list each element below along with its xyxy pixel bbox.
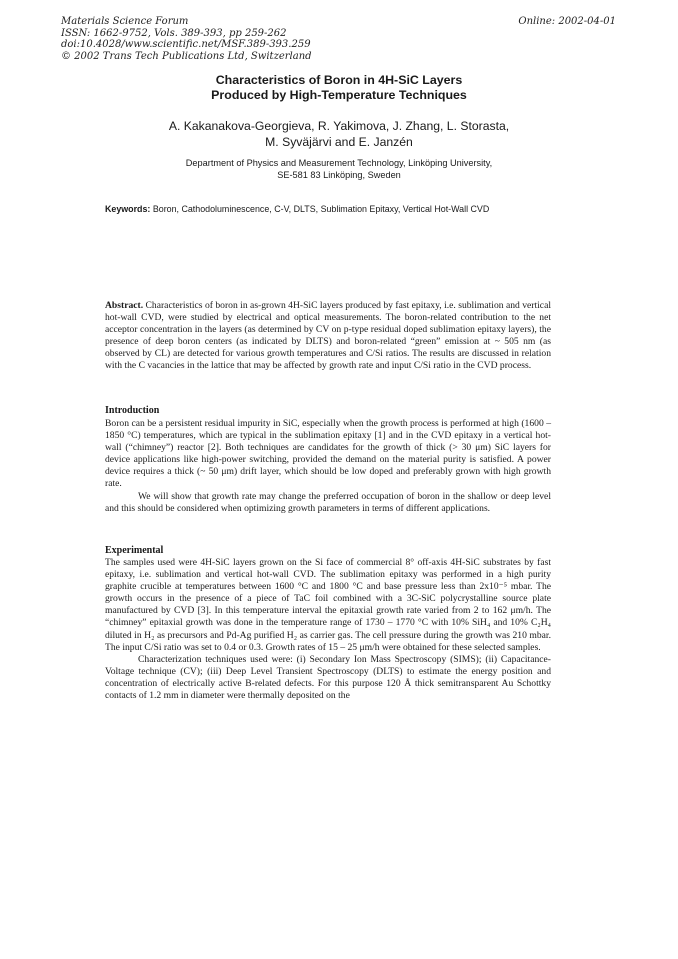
paper-title [0,73,678,103]
experimental-body [105,557,551,702]
introduction-body [105,418,551,515]
introduction-paragraph-1: Boron can be a persistent residual impurity in SiC, especially when the growth process is performed at high (1600 – 1850 °C) temperatures, which are typical in the sublimation epitaxy [1] and in the CVD epitaxy in a vertical hot-wall (“chimney”) reactor [2]. Both techniques are candidates for the growth of thick (> 30 μm) SiC layers for device applications like high-power switching, provided the demand on the material purity is satisfied. A power device requires a thick (~ 50 μm) drift layer, which should be low doped and preferably grown with high growth rate. [105,418,551,490]
abstract [105,300,551,373]
affiliation-line-2: SE-581 83 Linköping, Sweden [277,170,401,180]
online-date: Online: 2002-04-01 [518,16,616,27]
journal-name: Materials Science Forum [61,16,189,27]
issn-line: ISSN: 1662-9752, Vols. 389-393, pp 259-262 [61,27,287,39]
title-line-2: Produced by High-Temperature Techniques [211,88,467,102]
experimental-paragraph-2: Characterization techniques used were: (i) Secondary Ion Mass Spectroscopy (SIMS); (ii) Capacitance-Voltage technique (CV); (iii) Deep Level Transient Spectroscopy (DLTS) to estimate the energy position and concentration of electrically active B-related defects. For this purpose 120 Å thick semitransparent Au Schottky contacts of 1.2 mm in diameter were thermally deposited on the [105,653,551,702]
introduction-heading: Introduction [105,405,160,416]
experimental-heading: Experimental [105,545,164,556]
abstract-label: Abstract. [105,300,144,311]
introduction-paragraph-2: We will show that growth rate may change the preferred occupation of boron in the shallow or deep level and this should be considered when optimizing growth parameters in terms of different applications. [105,490,551,514]
experimental-paragraph-1: The samples used were 4H-SiC layers grown on the Si face of commercial 8° off-axis 4H-SiC substrates by fast epitaxy, i.e. sublimation and vertical hot-wall CVD. The sublimation epitaxy was performed in a high purity graphite crucible at temperatures between 1600 °C and 1800 °C and base pressure less than 2x10⁻⁵ mbar. The growth occurs in the presence of a piece of TaC foil combined with a 3C-SiC polycrystalline source plate manufactured by CVD [3]. In this temperature interval the epitaxial growth rate varied from 2 to 162 μm/h. The “chimney” epitaxial growth was done in the temperature range of 1730 – 1770 °C with 10% SiH₄ and 10% C₂H₄ diluted in H₂ as precursors and Pd-Ag purified H₂ as carrier gas. The cell pressure during the growth was 210 mbar. The input C/Si ratio was set to 0.4 or 0.3. Growth rates of 15 – 25 μm/h were obtained for these selected samples. [105,557,551,653]
affiliation [0,157,678,181]
authors-line-2: M. Syväjärvi and E. Janzén [265,135,413,149]
journal-header [61,16,312,62]
abstract-text: Characteristics of boron in as-grown 4H-SiC layers produced by fast epitaxy, i.e. sublimation and vertical hot-wall CVD, were studied by electrical and optical measurements. The boron-related contribution to the net acceptor concentration in the layers (as determined by CV on p-type residual doped sublimation epitaxy layers), the presence of deep boron centers (as indicated by DLTS) and boron-related “green” emission at ~ 505 nm (as observed by CL) are detected for various growth temperatures and C/Si ratios. The results are discussed in relation with the C vacancies in the lattice that may be affected by growth rate and input C/Si ratio in the CVD process. [105,300,551,372]
keywords-label: Keywords: [105,204,151,214]
keywords-text: Boron, Cathodoluminescence, C-V, DLTS, Sublimation Epitaxy, Vertical Hot-Wall CVD [152,204,490,214]
authors-line-1: A. Kakanakova-Georgieva, R. Yakimova, J. Zhang, L. Storasta, [168,119,510,133]
author-list [0,118,678,150]
doi-line: doi:10.4028/www.scientific.net/MSF.389-393.259 [61,39,311,50]
keywords [105,204,575,215]
title-line-1: Characteristics of Boron in 4H-SiC Layers [215,73,463,87]
affiliation-line-1: Department of Physics and Measurement Technology, Linköping University, [185,158,493,168]
copyright-line: © 2002 Trans Tech Publications Ltd, Switzerland [61,50,312,62]
